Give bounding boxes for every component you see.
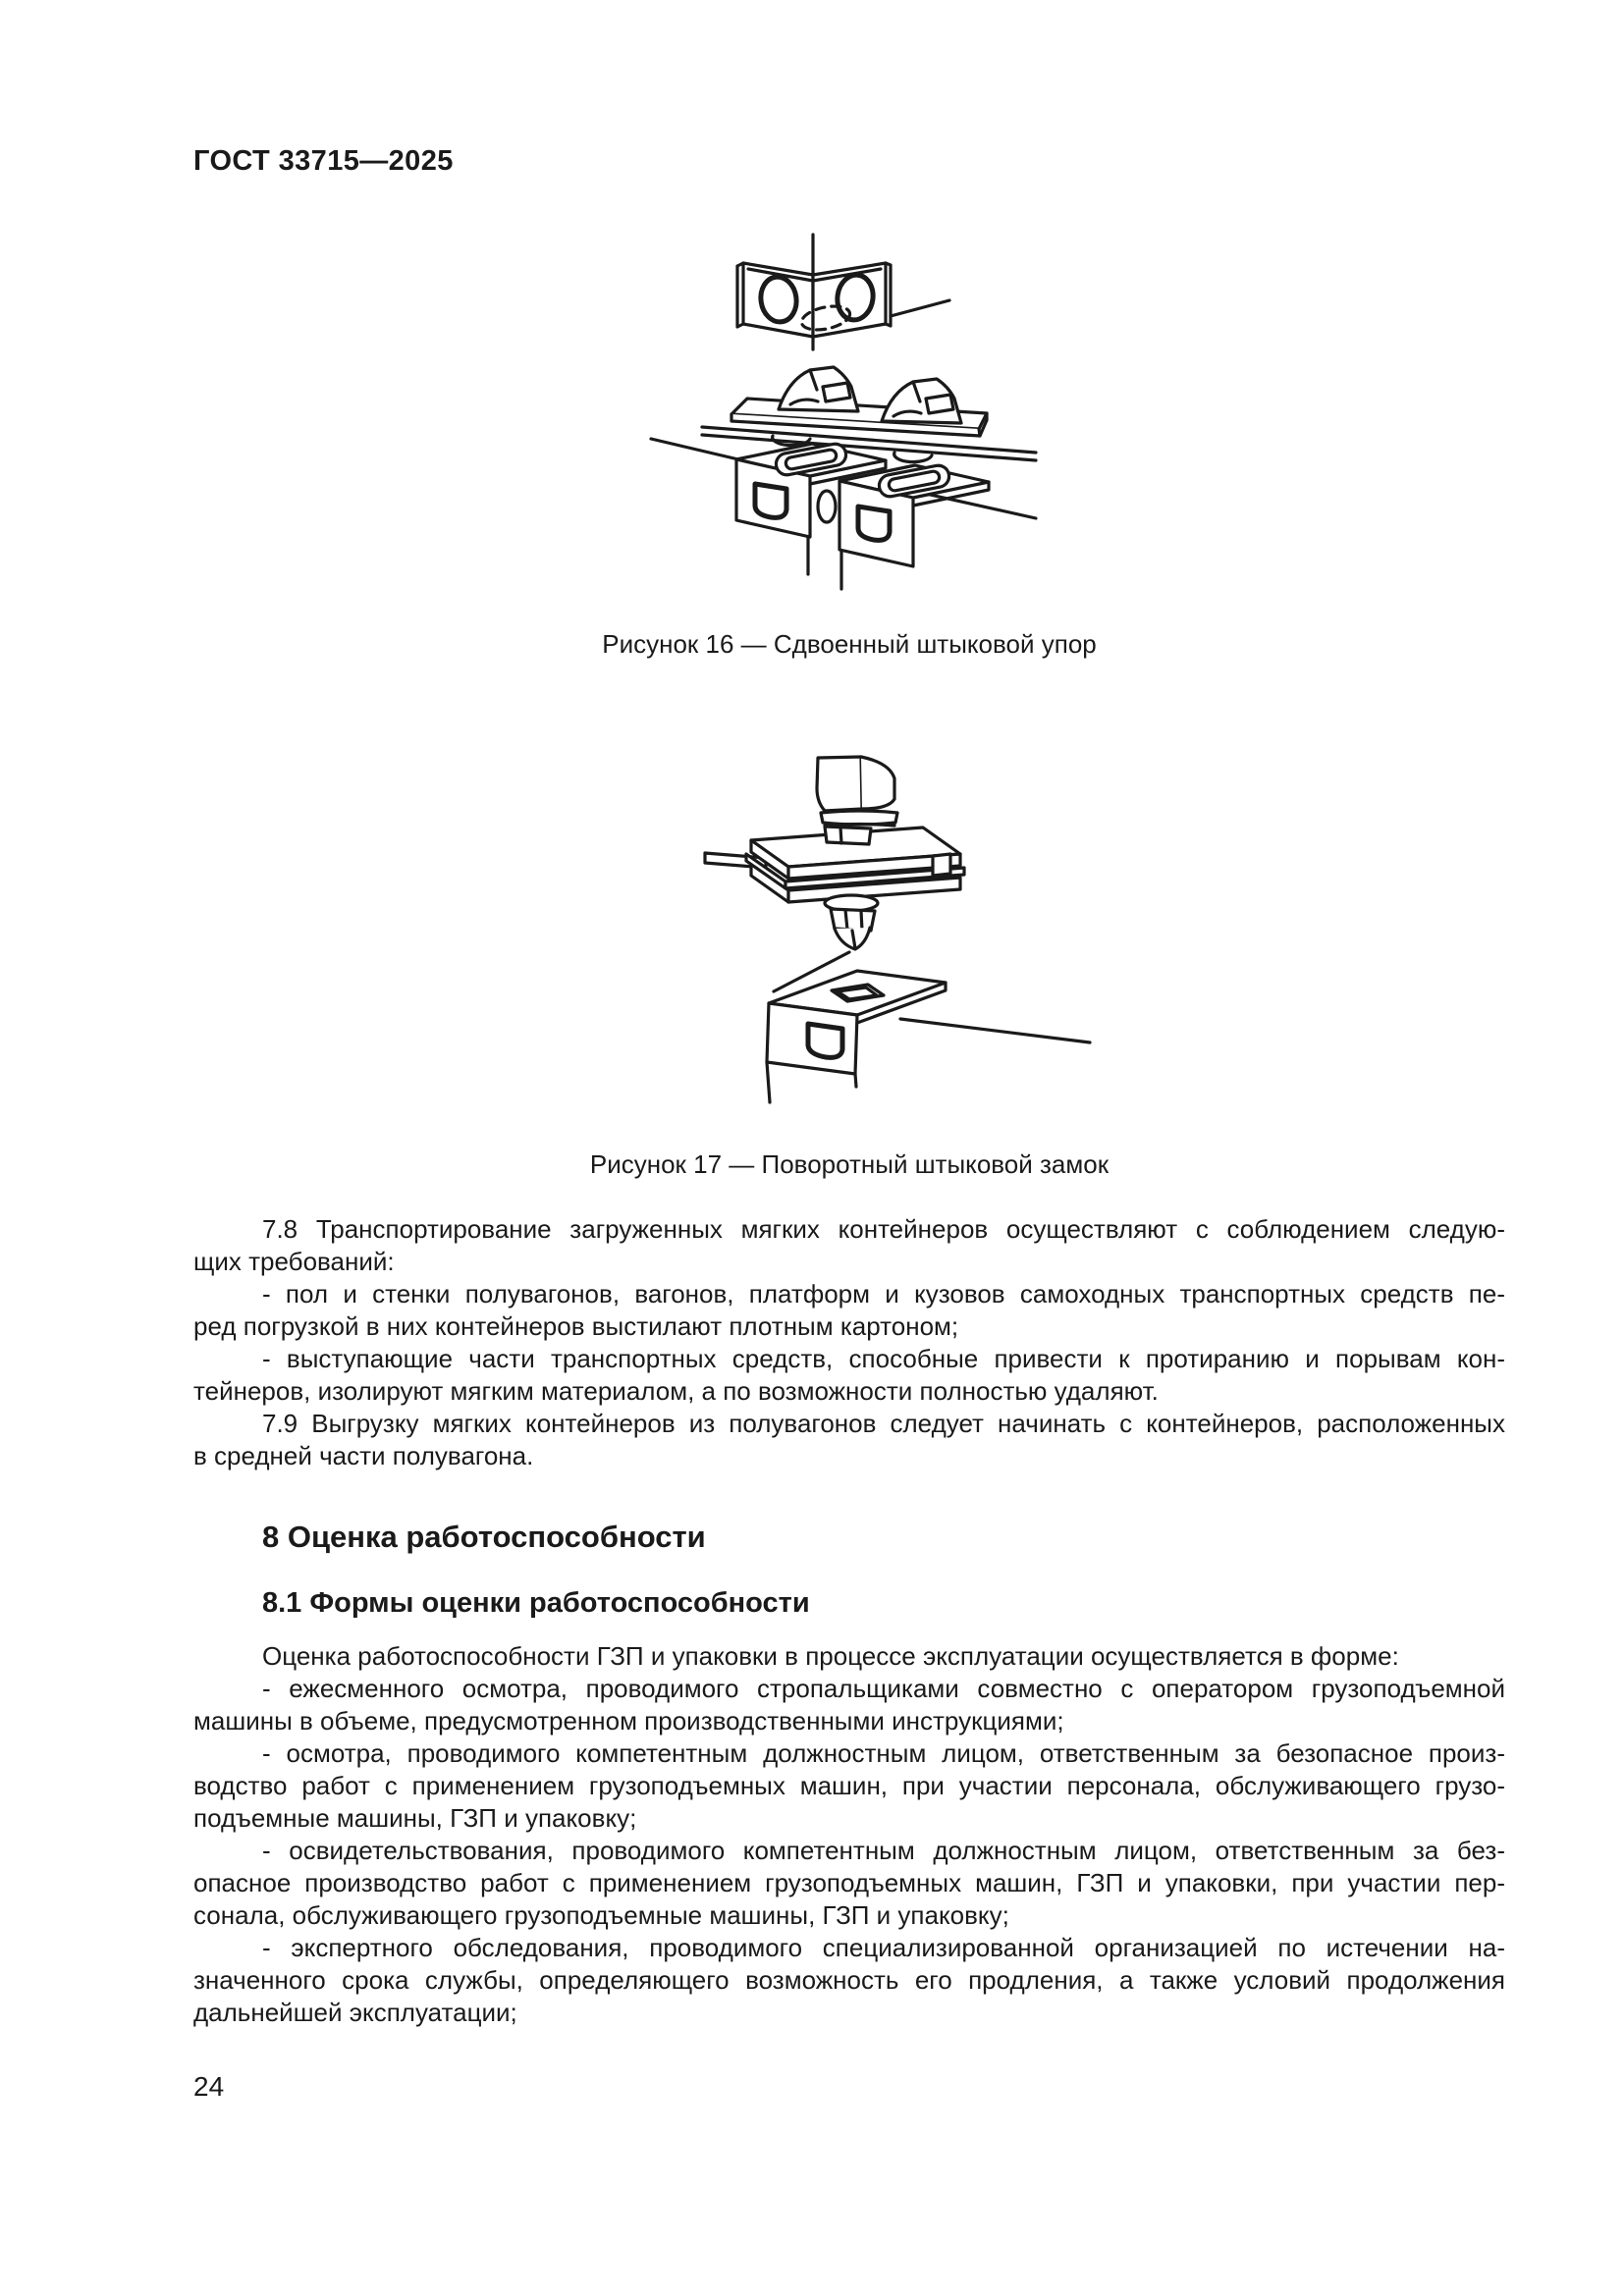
text-line: Оценка работоспособности ГЗП и упаковки в процессе эксплуатации осуществляется в форме: bbox=[262, 1641, 1399, 1671]
bayonet-lug-right bbox=[882, 379, 961, 423]
text-line: значенного срока службы, определяющего возможность его продления, а также условий продолжения bbox=[193, 1965, 1505, 1995]
subsection-heading-8-1: 8.1 Формы оценки работоспособности bbox=[262, 1587, 810, 1619]
angle-plate bbox=[767, 971, 1090, 1102]
text-line: - ежесменного осмотра, проводимого стропальщиками совместно с оператором грузоподъемной bbox=[262, 1674, 1505, 1703]
text-line: дальнейшей эксплуатации; bbox=[193, 1998, 517, 2027]
figure-17-drawing bbox=[697, 748, 1100, 1106]
figure-16-caption: Рисунок 16 — Сдвоенный штыковой упор bbox=[602, 629, 1097, 659]
clause-7-text-block bbox=[193, 1213, 1505, 1472]
text-line: - экспертного обследования, проводимого специализированной организацией по истечении на- bbox=[262, 1933, 1505, 1962]
text-line: опасное производство работ с применением грузоподъемных машин, ГЗП и упаковки, при участии пер- bbox=[193, 1868, 1505, 1897]
text-line: 7.8 Транспортирование загруженных мягких контейнеров осуществляют с соблюдением следую- bbox=[262, 1214, 1505, 1244]
text-line: - выступающие части транспортных средств, способные привести к протиранию и порывам кон- bbox=[262, 1344, 1505, 1373]
section-heading-8: 8 Оценка работоспособности bbox=[262, 1520, 706, 1554]
text-line: подъемные машины, ГЗП и упаковку; bbox=[193, 1803, 637, 1833]
text-line: сонала, обслуживающего грузоподъемные машины, ГЗП и упаковку; bbox=[193, 1900, 1009, 1930]
page-header-gost-number: ГОСТ 33715—2025 bbox=[193, 145, 454, 177]
text-line: - освидетельствования, проводимого компетентным должностным лицом, ответственным за без- bbox=[262, 1836, 1505, 1865]
text-line: ред погрузкой в них контейнеров выстилают плотным картоном; bbox=[193, 1311, 959, 1341]
text-line: - пол и стенки полувагонов, вагонов, платформ и кузовов самоходных транспортных средств пе- bbox=[262, 1279, 1505, 1308]
bayonet-lug-left bbox=[779, 367, 858, 411]
text-line: щих требований: bbox=[193, 1247, 395, 1276]
bayonet-pin bbox=[825, 895, 878, 949]
text-line: в средней части полувагона. bbox=[193, 1441, 534, 1470]
clause-8-text-block bbox=[193, 1640, 1505, 2029]
text-line: машины в объеме, предусмотренном производственными инструкциями; bbox=[193, 1706, 1064, 1735]
double-bayonet-stop-illustration bbox=[643, 221, 1085, 604]
figure-17-caption: Рисунок 17 — Поворотный штыковой замок bbox=[589, 1149, 1110, 1179]
rotary-bayonet-lock-illustration bbox=[697, 748, 1100, 1106]
text-line: 7.9 Выгрузку мягких контейнеров из полувагонов следует начинать с контейнеров, расположенных bbox=[262, 1409, 1505, 1438]
corner-post-lines bbox=[808, 537, 841, 589]
corner-bracket bbox=[737, 235, 949, 349]
text-line: водство работ с применением грузоподъемных машин, при участии персонала, обслуживающего грузо- bbox=[193, 1771, 1505, 1800]
text-line: тейнеров, изолируют мягким материалом, а по возможности полностью удаляют. bbox=[193, 1376, 1159, 1406]
text-line: - осмотра, проводимого компетентным должностным лицом, ответственным за безопасное произ- bbox=[262, 1738, 1505, 1768]
page-number: 24 bbox=[193, 2071, 225, 2102]
angle-bracket-right bbox=[839, 463, 989, 566]
pin-between-brackets bbox=[818, 491, 836, 522]
figure-16-drawing bbox=[643, 221, 1085, 604]
